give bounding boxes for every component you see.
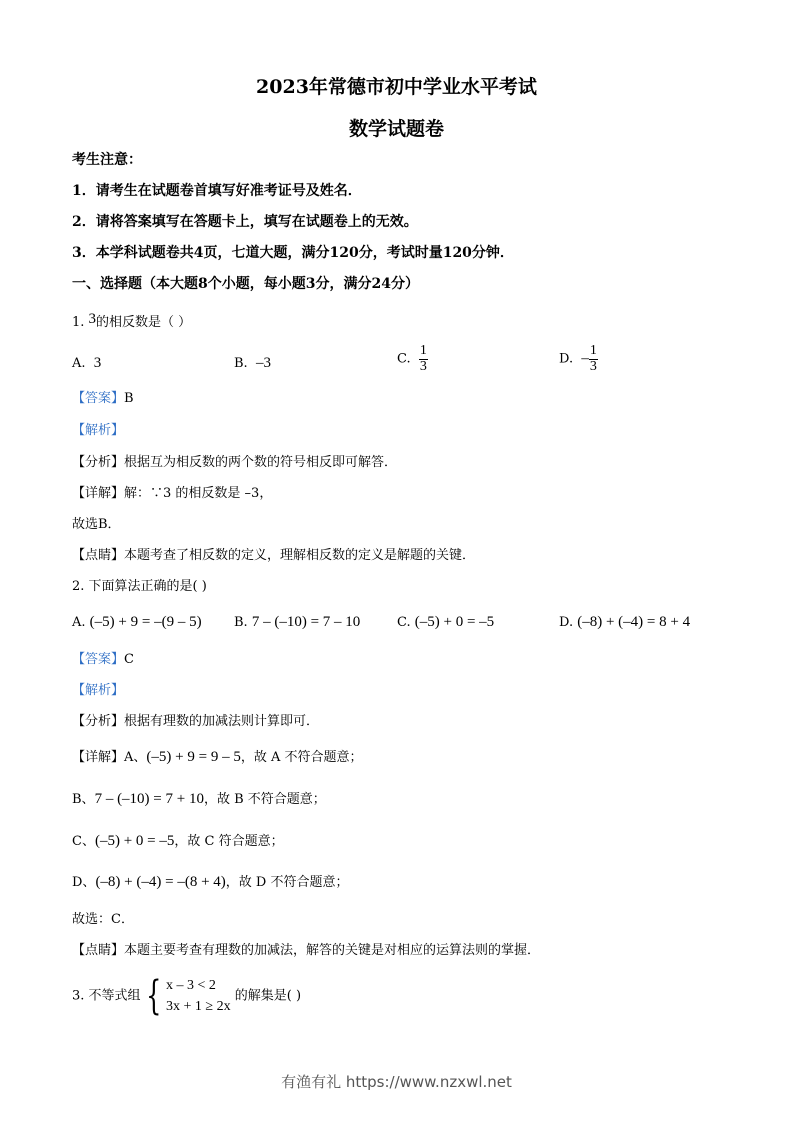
q1-fenxi xyxy=(72,456,397,469)
numerator: 1 xyxy=(419,343,427,358)
option-value: –3 xyxy=(255,355,271,371)
q1-option-a xyxy=(72,355,101,372)
detail-text: ，故 A 不符合题意； xyxy=(240,750,363,765)
question-math: 3 xyxy=(88,311,97,327)
fraction xyxy=(419,344,428,374)
option-label: D. xyxy=(559,351,574,367)
q2-choose: 故选：C． xyxy=(72,912,134,927)
inequality-system xyxy=(166,975,231,1017)
minus-sign: – xyxy=(581,350,589,367)
q1-option-b xyxy=(234,355,271,372)
dianjing-text: 本题考查了相反数的定义，理解相反数的定义是解题的关键． xyxy=(124,548,476,563)
q2-option-c xyxy=(397,614,494,631)
q2-detail-d xyxy=(72,875,349,890)
detail-label: C、 xyxy=(72,834,95,849)
q2-fenxi xyxy=(72,715,319,728)
answer-value: C xyxy=(124,652,134,667)
footer-watermark: 有渔有礼 https://www.nzxwl.net xyxy=(281,1073,512,1091)
dianjing-tag: 【点睛】 xyxy=(72,943,125,958)
q1-answer xyxy=(72,392,134,405)
option-label: C. xyxy=(397,351,411,367)
denominator: 3 xyxy=(589,358,597,374)
detail-text: ，故 C 符合题意； xyxy=(174,834,284,849)
answer-value: B xyxy=(124,391,134,406)
q2-detail-c xyxy=(72,834,284,849)
notice-item-3: 3．本学科试题卷共4页，七道大题，满分120分，考试时量120分钟． xyxy=(72,245,514,261)
exam-subtitle: 数学试题卷 xyxy=(348,118,444,140)
answer-tag: 【答案】 xyxy=(72,391,125,406)
q2-option-d xyxy=(559,614,690,631)
option-value: (–5) + 0 = –5 xyxy=(414,614,495,630)
detail-label: A、 xyxy=(124,750,147,765)
xiangjie-text: 解：∵3 的相反数是 –3， xyxy=(124,486,273,501)
fenxi-text: 根据有理数的加减法则计算即可． xyxy=(124,714,320,729)
option-label: C. xyxy=(397,615,411,630)
question-number: 1. xyxy=(72,315,85,330)
fraction xyxy=(589,344,598,374)
detail-label: D、 xyxy=(72,875,96,890)
question-1 xyxy=(72,311,192,330)
question-stem-pre: 3. 不等式组 xyxy=(72,988,141,1004)
q2-dianjing xyxy=(72,944,540,957)
detail-math: (–8) + (–4) = –(8 + 4) xyxy=(95,874,226,890)
q1-analysis-tag: 【解析】 xyxy=(72,423,125,438)
q2-answer xyxy=(72,653,134,666)
option-value: (–8) + (–4) = 8 + 4 xyxy=(577,614,691,630)
q2-option-a xyxy=(72,614,202,631)
detail-text: ，故 B 不符合题意； xyxy=(203,792,326,807)
option-label: A. xyxy=(72,356,86,371)
q2-option-b xyxy=(234,614,360,631)
question-2: 2. 下面算法正确的是( ) xyxy=(72,579,207,594)
dianjing-tag: 【点睛】 xyxy=(72,548,125,563)
xiangjie-tag: 【详解】 xyxy=(72,750,125,765)
option-label: A. xyxy=(72,615,86,630)
q1-option-d xyxy=(559,344,598,374)
q1-dianjing xyxy=(72,549,475,562)
option-value: 7 – (–10) = 7 – 10 xyxy=(251,614,361,630)
q1-option-c xyxy=(397,344,428,374)
denominator: 3 xyxy=(419,358,427,374)
option-label: D. xyxy=(559,615,574,630)
q1-xiangjie xyxy=(72,487,272,500)
fenxi-tag: 【分析】 xyxy=(72,455,125,470)
option-label: B. xyxy=(234,615,248,630)
detail-text: ，故 D 不符合题意； xyxy=(225,875,349,890)
question-stem: 的相反数是（ ） xyxy=(96,315,192,330)
option-label: B. xyxy=(234,356,248,371)
notice-item-2: 2．请将答案填写在答题卡上，填写在试题卷上的无效。 xyxy=(72,214,418,230)
fenxi-text: 根据互为相反数的两个数的符号相反即可解答． xyxy=(124,455,398,470)
fenxi-tag: 【分析】 xyxy=(72,714,125,729)
notice-item-1: 1．请考生在试题卷首填写好准考证号及姓名． xyxy=(72,183,362,199)
q2-detail-a xyxy=(72,750,362,765)
exam-title: 2023年常德市初中学业水平考试 xyxy=(256,76,537,98)
q1-choose: 故选B． xyxy=(72,517,121,532)
detail-math: 7 – (–10) = 7 + 10 xyxy=(94,791,204,807)
option-value: 3 xyxy=(93,355,102,371)
inequality-2: 3x + 1 ≥ 2x xyxy=(166,999,231,1014)
notice-heading: 考生注意： xyxy=(72,152,142,168)
xiangjie-tag: 【详解】 xyxy=(72,486,125,501)
q2-analysis-tag: 【解析】 xyxy=(72,683,125,698)
option-value: (–5) + 9 = –(9 – 5) xyxy=(89,614,202,630)
detail-math: (–5) + 9 = 9 – 5 xyxy=(146,749,241,765)
inequality-1: x – 3 < 2 xyxy=(166,978,216,993)
q2-detail-b xyxy=(72,792,326,807)
section-heading: 一、选择题（本大题8个小题，每小题3分，满分24分） xyxy=(72,276,419,292)
answer-tag: 【答案】 xyxy=(72,652,125,667)
numerator: 1 xyxy=(589,343,597,358)
question-stem-post: 的解集是( ) xyxy=(234,988,302,1004)
question-3 xyxy=(72,975,301,1017)
dianjing-text: 本题主要考查有理数的加减法，解答的关键是对相应的运算法则的掌握． xyxy=(124,943,541,958)
left-brace: { xyxy=(145,973,161,1019)
detail-math: (–5) + 0 = –5 xyxy=(94,833,175,849)
detail-label: B、 xyxy=(72,792,95,807)
